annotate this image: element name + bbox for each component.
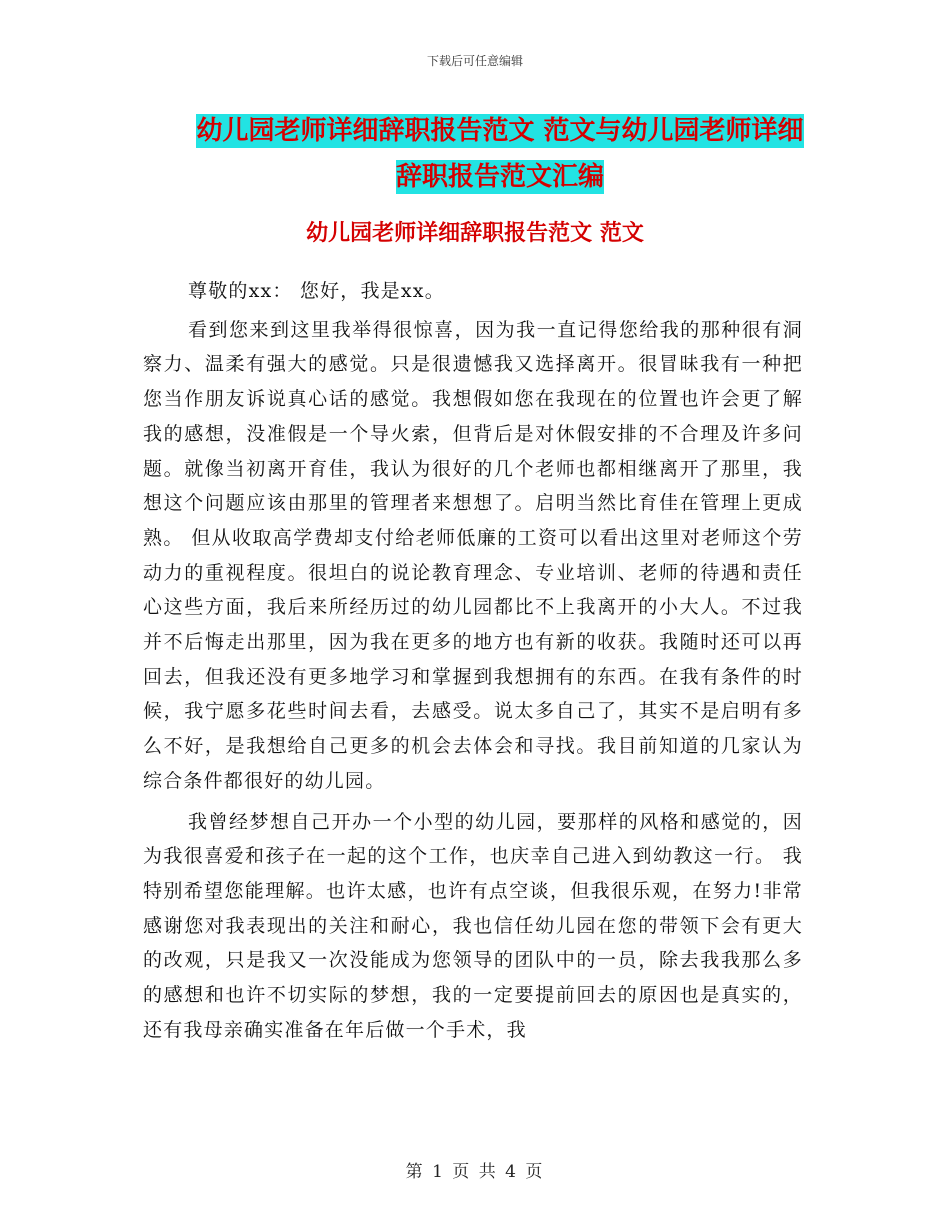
paragraph-2: 我曾经梦想自己开办一个小型的幼儿园，要那样的风格和感觉的，因为我很喜爱和孩子在一起的这个工作，也庆幸自己进入到幼教这一行。 我特别希望您能理解。也许太感，也许有点空谈，但我很乐观，在努力!非常感谢您对我表现出的关注和耐心，我也信任幼儿园在您的带领下会有更大的改观，只是我又一次没能成为您领导的团队中的一员，除去我我那么多的感想和也许不切实际的梦想，我的一定要提前回去的原因也是真实的，还有我母亲确实准备在年后做一个手术，我 (143, 810, 803, 1041)
letter-body (143, 274, 803, 1047)
paragraph-1: 看到您来到这里我举得很惊喜，因为我一直记得您给我的那种很有洞察力、温柔有强大的感觉。只是很遗憾我又选择离开。很冒昧我有一种把您当作朋友诉说真心话的感觉。我想假如您在我现在的位置也许会更了解我的感想，没准假是一个导火索，但背后是对休假安排的不合理及许多问题。就像当初离开育佳，我认为很好的几个老师也都相继离开了那里，我想这个问题应该由那里的管理者来想想了。启明当然比育佳在管理上更成熟。 但从收取高学费却支付给老师低廉的工资可以看出这里对老师这个劳动力的重视程度。很坦白的说论教育理念、专业培训、老师的待遇和责任心这些方面，我后来所经历过的幼儿园都比不上我离开的小大人。不过我并不后悔走出那里，因为我在更多的地方也有新的收获。我随时还可以再回去，但我还没有更多地学习和掌握到我想拥有的东西。在我有条件的时候，我宁愿多花些时间去看，去感受。说太多自己了，其实不是启明有多么不好，是我想给自己更多的机会去体会和寻找。我目前知道的几家认为综合条件都很好的幼儿园。 (143, 318, 803, 792)
salutation: 尊敬的xx： 您好，我是xx。 (188, 280, 445, 302)
section-title: 幼儿园老师详细辞职报告范文 范文 (306, 221, 644, 246)
document-title-line2: 辞职报告范文汇编 (395, 162, 604, 192)
page-header-note: 下载后可任意编辑 (426, 54, 523, 68)
document-title-line1: 幼儿园老师详细辞职报告范文 范文与幼儿园老师详细 (196, 116, 804, 146)
document-title (140, 108, 860, 200)
page-number: 第 1 页 共 4 页 (405, 1162, 545, 1182)
